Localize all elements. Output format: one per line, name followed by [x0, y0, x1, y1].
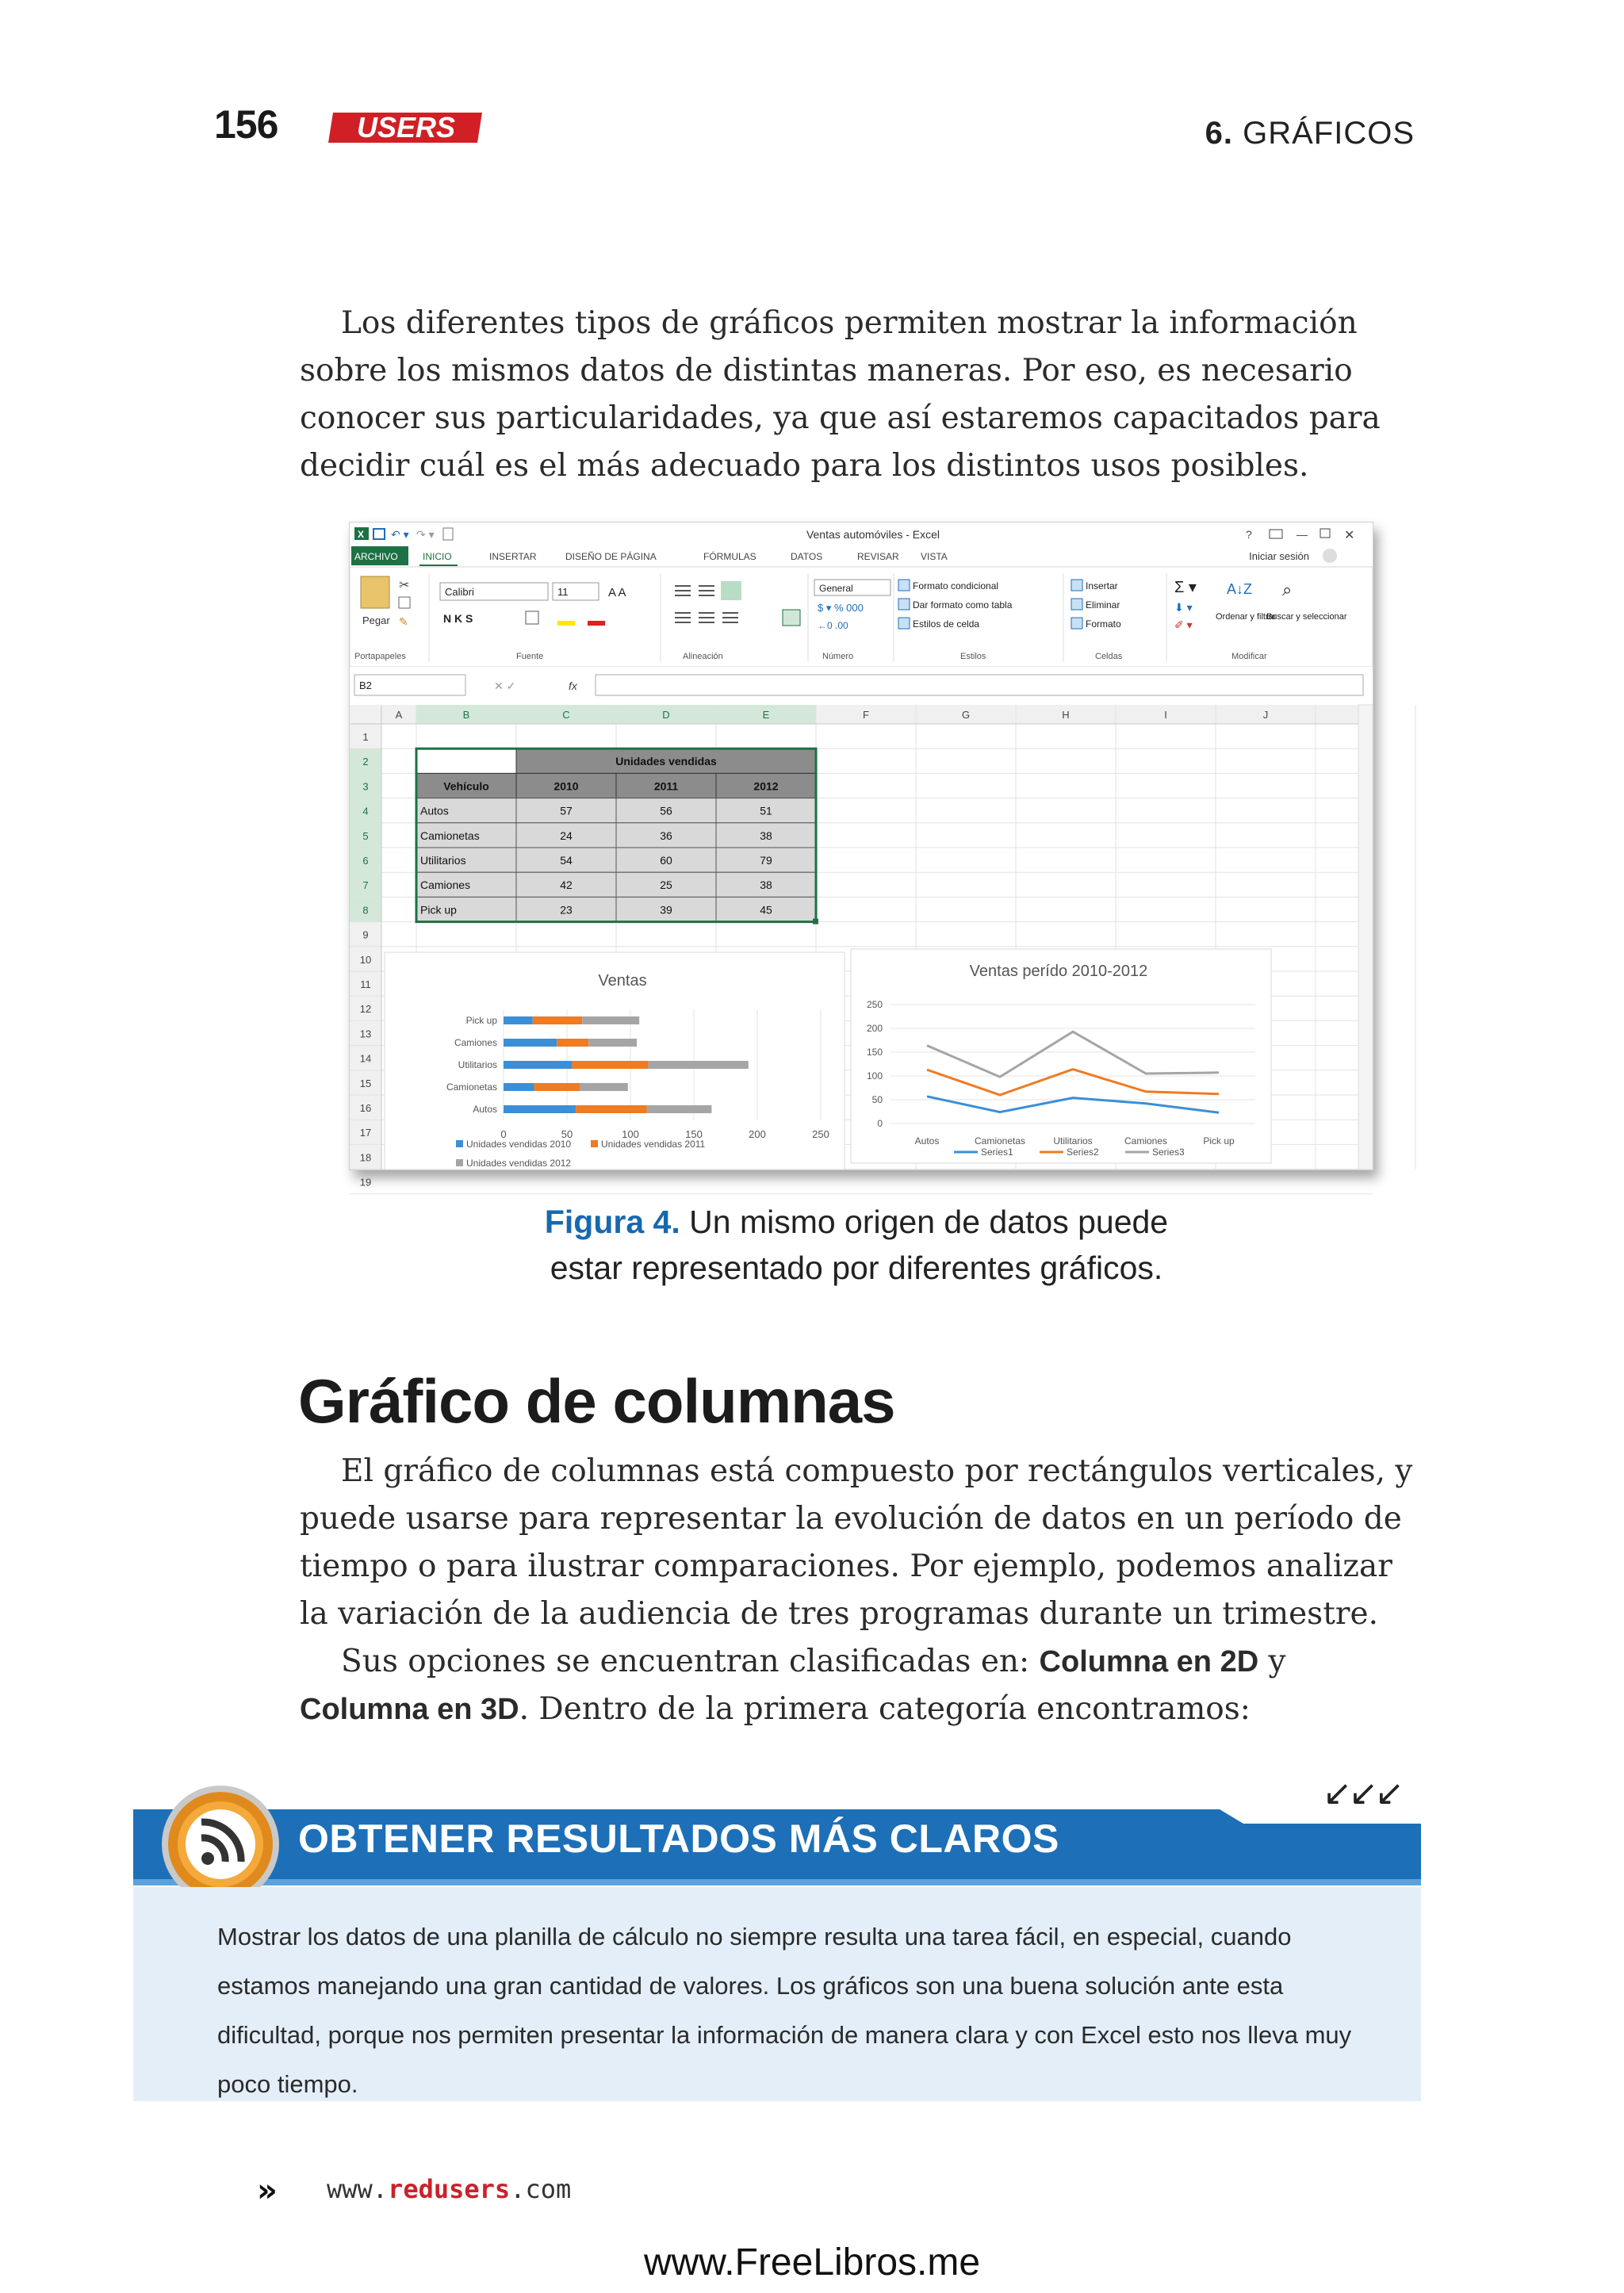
line-y-tick: 100 [866, 1070, 883, 1081]
figure-label: Figura 4. [544, 1204, 680, 1240]
column-header: E [762, 709, 770, 721]
chapter-number: 6. [1205, 116, 1233, 151]
format-cells-icon [1071, 618, 1082, 629]
row-header: 14 [359, 1052, 372, 1065]
row-header: 18 [359, 1151, 372, 1164]
delete-cells: Eliminar [1086, 599, 1120, 611]
p2-before: Sus opciones se encuentran clasificadas en: [341, 1644, 1040, 1679]
redo-icon: ↷ ▾ [416, 528, 435, 541]
p2-bold-2: Columna en 3D [300, 1693, 519, 1726]
ribbon-tab[interactable]: DATOS [791, 551, 823, 562]
cell-styles: Estilos de celda [913, 618, 980, 630]
row-header: 7 [362, 879, 369, 892]
column-header: B [462, 709, 470, 721]
bar-segment [648, 1061, 748, 1069]
table-cell: 54 [560, 854, 573, 867]
users-logo [327, 109, 485, 146]
table-cell: 45 [760, 903, 772, 917]
bar-x-tick: 100 [622, 1128, 639, 1140]
ribbon-tab[interactable]: FÓRMULAS [703, 551, 756, 562]
format-table-icon [898, 599, 910, 610]
bar-category-label: Camionetas [446, 1081, 497, 1093]
column-header: I [1164, 709, 1167, 721]
row-header: 12 [359, 1003, 372, 1016]
ribbon-group-label: Celdas [1095, 652, 1123, 661]
bar-x-tick: 50 [561, 1128, 573, 1140]
table-cell: 36 [660, 829, 672, 842]
row-header: 9 [362, 928, 369, 941]
line-y-tick: 0 [877, 1118, 883, 1129]
bar-x-tick: 150 [685, 1128, 703, 1140]
bar-segment [572, 1061, 648, 1069]
format-painter-icon: ✎ [399, 615, 408, 628]
column-header: F [863, 709, 869, 721]
wrap-text-icon [721, 581, 741, 600]
row-header: 3 [362, 780, 369, 793]
currency-icon: $ ▾ % 000 [818, 602, 864, 614]
row-header: 4 [362, 805, 369, 817]
fill-handle [813, 919, 818, 924]
user-avatar [1323, 549, 1337, 563]
bar-x-tick: 0 [500, 1128, 507, 1140]
p2-mid: y [1258, 1644, 1286, 1679]
find-select-icon: ⌕ [1282, 580, 1293, 599]
table-cell: 24 [560, 829, 573, 842]
ribbon-group-label: Modificar [1231, 652, 1267, 661]
table-cell: 56 [660, 804, 672, 817]
bar-segment [576, 1105, 647, 1113]
caption-line2: estar representado por diferentes gráficos. [550, 1250, 1163, 1286]
line-y-tick: 50 [871, 1094, 883, 1105]
line-category-label: Camiones [1124, 1135, 1168, 1146]
grow-font-icon: A A [608, 586, 626, 599]
row-header: 8 [362, 904, 369, 917]
bar-segment [647, 1105, 712, 1113]
column-header: G [961, 709, 971, 721]
bar-category-label: Pick up [465, 1015, 497, 1026]
table-cell: 38 [760, 829, 772, 842]
intro-text: Los diferentes tipos de gráficos permiten mostrar la información sobre los mismos datos de distintas maneras. Por eso, es necesario conocer sus particularidades, ya que así estaremos capacitados para decidir cuál es el más adecuado para los distintos usos posibles. [300, 305, 1381, 484]
url-prefix: www. [327, 2174, 389, 2204]
line-y-tick: 150 [866, 1047, 883, 1058]
close-icon: ✕ [1344, 529, 1355, 542]
bar-legend-swatch [456, 1140, 463, 1147]
table-cell: Camiones [420, 879, 471, 892]
line-y-tick: 200 [866, 1023, 883, 1034]
table-cell: Autos [420, 804, 449, 817]
row-header: 17 [359, 1127, 372, 1139]
formula-cancel-icon: ✕ ✓ [494, 679, 516, 692]
line-legend-label: Series2 [1067, 1146, 1099, 1158]
sign-in-link: Iniciar sesión [1249, 550, 1309, 562]
excel-screenshot [349, 522, 1373, 1189]
bar-category-label: Autos [473, 1104, 497, 1115]
format-as-table: Dar formato como tabla [913, 599, 1013, 611]
bar-segment [580, 1083, 628, 1091]
bar-legend-label: Unidades vendidas 2011 [601, 1139, 706, 1150]
help-icon: ? [1246, 528, 1252, 541]
paste-label: Pegar [362, 614, 390, 626]
column-header: J [1262, 709, 1269, 721]
footer-url[interactable] [327, 2174, 571, 2204]
vertical-scrollbar[interactable] [1358, 705, 1373, 1169]
callout-title: OBTENER RESULTADOS MÁS CLAROS [298, 1816, 1059, 1861]
line-category-label: Camionetas [974, 1135, 1026, 1146]
bar-segment [504, 1061, 572, 1069]
bar-segment [557, 1039, 588, 1047]
formula-input [596, 675, 1363, 695]
merge-center-icon [783, 610, 800, 626]
column-header: A [395, 709, 403, 721]
bar-segment [504, 1016, 533, 1024]
bar-legend-label: Unidades vendidas 2010 [466, 1139, 572, 1150]
fx-icon: fx [569, 679, 577, 692]
line-category-label: Autos [914, 1135, 940, 1146]
table-cell: Pick up [420, 903, 457, 917]
bar-legend-swatch [591, 1140, 598, 1147]
cut-icon: ✂ [399, 579, 410, 592]
column-header: C [562, 709, 570, 721]
table-cell: Utilitarios [420, 854, 466, 867]
minimize-icon: — [1297, 528, 1308, 541]
row-header: 5 [362, 829, 369, 842]
watermark-url[interactable]: www.FreeLibros.me [643, 2241, 981, 2283]
url-suffix: .com [510, 2174, 572, 2204]
bar-segment [504, 1039, 557, 1047]
ribbon-tab[interactable]: ARCHIVO [354, 551, 398, 562]
ribbon-tab[interactable]: DISEÑO DE PÁGINA [565, 551, 657, 562]
table-cell: 57 [560, 804, 573, 817]
ribbon-tab[interactable]: VISTA [921, 551, 948, 562]
find-select: Buscar y seleccionar [1266, 612, 1347, 622]
bar-segment [533, 1016, 582, 1024]
table-header-cell: 2010 [553, 779, 579, 793]
table-header-cell: Vehículo [443, 779, 489, 793]
font-color-icon [588, 621, 605, 626]
sort-filter: Ordenar y filtrar [1216, 612, 1277, 622]
bar-chart-title: Ventas [598, 972, 647, 990]
row-header: 13 [359, 1028, 372, 1040]
conditional-format: Formato condicional [913, 580, 999, 591]
line-y-tick: 250 [866, 999, 883, 1010]
window-title: Ventas automóviles - Excel [806, 528, 940, 541]
bar-legend-label: Unidades vendidas 2012 [466, 1158, 572, 1169]
insert-cells-icon [1071, 580, 1082, 591]
line-category-label: Pick up [1203, 1135, 1235, 1146]
row-header: 11 [360, 978, 371, 990]
logo-text: USERS [356, 111, 456, 144]
svg-text:X: X [358, 529, 365, 540]
url-users: users [433, 2174, 511, 2204]
table-group-header: Unidades vendidas [615, 755, 717, 768]
ribbon-group-label: Número [822, 652, 854, 661]
clear-icon: ✐ ▾ [1174, 618, 1193, 631]
table-cell: 39 [660, 903, 672, 917]
chapter-heading [1205, 116, 1415, 151]
table-cell: 38 [760, 879, 772, 892]
ribbon-tab[interactable]: INICIO [423, 551, 452, 562]
table-cell: 23 [560, 903, 573, 917]
table-cell: 42 [560, 879, 573, 892]
ribbon-tab[interactable]: REVISAR [857, 551, 899, 562]
ribbon-group-label: Portapapeles [354, 652, 406, 661]
callout-text: Mostrar los datos de una planilla de cálculo no siempre resulta una tarea fácil, en especial, cuando estamos manejando una gran cantidad de valores. Los gráficos son una buena solución ante esta dificultad, porque nos permiten presentar la información de manera clara y con Excel esto nos lleva muy poco tiempo. [217, 1923, 1352, 2098]
table-cell: 79 [760, 854, 772, 867]
intro-paragraph [300, 300, 1418, 490]
table-cell: 60 [660, 854, 672, 867]
caption-line1: Un mismo origen de datos puede [680, 1204, 1169, 1240]
insert-cells: Insertar [1086, 580, 1118, 591]
font-name: Calibri [445, 586, 474, 598]
column-header: H [1062, 709, 1070, 721]
bar-x-tick: 250 [812, 1128, 829, 1140]
bar-segment [504, 1105, 576, 1113]
row-header: 2 [362, 756, 369, 768]
bar-segment [504, 1083, 534, 1091]
name-box-value: B2 [359, 679, 372, 691]
footer-arrows-icon: » [257, 2172, 278, 2209]
section-title: Gráfico de columnas [298, 1366, 895, 1436]
number-format: General [819, 583, 853, 594]
fill-icon: ⬇ ▾ [1174, 601, 1193, 614]
ribbon-group-label: Fuente [516, 652, 544, 661]
p2-after: . Dentro de la primera categoría encontramos: [519, 1691, 1251, 1727]
bar-category-label: Camiones [454, 1037, 497, 1048]
bar-segment [582, 1016, 639, 1024]
line-chart-area [851, 949, 1271, 1163]
fill-color-icon [557, 621, 575, 626]
delete-cells-icon [1071, 599, 1082, 610]
figure-caption [508, 1199, 1205, 1291]
font-size: 11 [557, 586, 569, 598]
line-chart-title: Ventas perído 2010-2012 [969, 963, 1148, 980]
bar-segment [588, 1039, 637, 1047]
row-header: 19 [359, 1176, 372, 1189]
undo-icon: ↶ ▾ [391, 528, 409, 541]
table-cell: Camionetas [420, 829, 480, 842]
ribbon-tab[interactable]: INSERTAR [489, 551, 537, 562]
bar-legend-swatch [456, 1159, 463, 1166]
url-red: red [388, 2174, 434, 2204]
paste-icon [361, 576, 389, 608]
decimal-icons: ←0 .00 [818, 620, 848, 631]
format-cells: Formato [1086, 618, 1121, 630]
row-header: 6 [362, 855, 369, 867]
line-legend-label: Series3 [1152, 1146, 1185, 1158]
p2-bold-1: Columna en 2D [1039, 1645, 1259, 1679]
callout-arrows-icon: ↙↙↙ [1323, 1773, 1401, 1813]
table-header-cell: 2011 [653, 779, 679, 793]
line-category-label: Utilitarios [1053, 1135, 1093, 1146]
row-header: 16 [359, 1102, 372, 1114]
section-paragraph-1: El gráfico de columnas está compuesto por rectángulos verticales, y puede usarse para representar la evolución de datos en un período de tiempo o para ilustrar comparaciones. Por ejemplo, podemos analizar la variación de la audiencia de tres programas durante un trimestre. [300, 1453, 1413, 1632]
sort-filter-icon: A↓Z [1227, 581, 1253, 597]
bold-italic-underline: N K S [443, 612, 473, 625]
column-header: D [662, 709, 670, 721]
table-header-cell: 2012 [753, 779, 779, 793]
row-header: 1 [362, 731, 369, 743]
bar-x-tick: 200 [749, 1128, 766, 1140]
ribbon-group-label: Estilos [960, 652, 986, 661]
chapter-title: GRÁFICOS [1243, 116, 1415, 151]
cell-styles-icon [898, 618, 910, 629]
section-body [300, 1448, 1418, 1733]
bar-segment [534, 1083, 580, 1091]
row-header: 10 [359, 953, 372, 966]
line-legend-label: Series1 [981, 1146, 1013, 1158]
bar-category-label: Utilitarios [458, 1059, 497, 1070]
conditional-format-icon [898, 580, 910, 591]
table-cell: 25 [660, 879, 672, 892]
ribbon-group-label: Alineación [683, 652, 723, 661]
row-header: 15 [359, 1077, 372, 1089]
section-paragraph-2 [300, 1638, 1418, 1733]
autosum-icon: Σ ▾ [1174, 579, 1197, 596]
page-number: 156 [214, 102, 278, 147]
table-cell: 51 [760, 804, 772, 817]
